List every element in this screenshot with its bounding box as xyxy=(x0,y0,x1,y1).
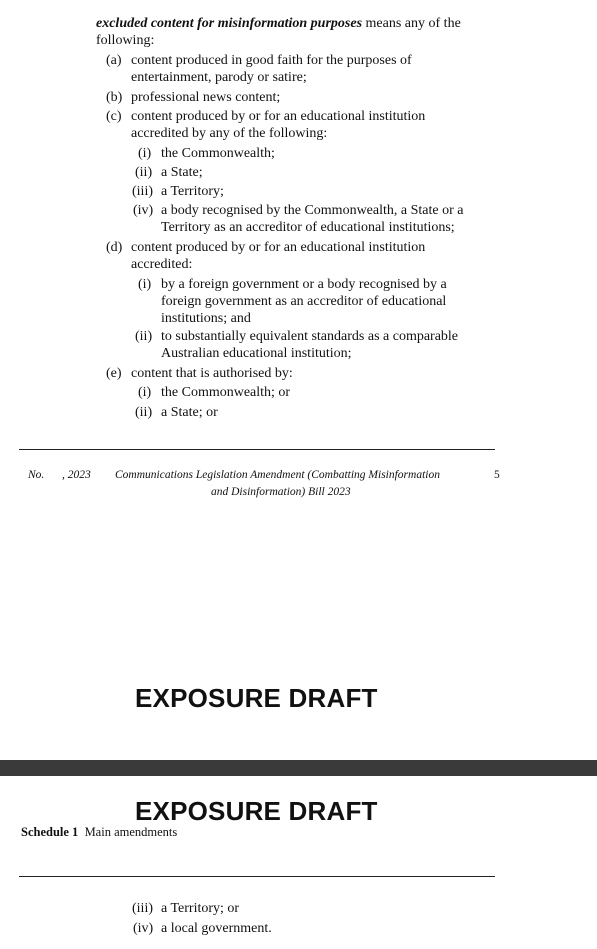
subitem-text: a State; or xyxy=(161,405,218,420)
schedule-title: Main amendments xyxy=(84,825,178,839)
subitem-text: Australian educational institution; xyxy=(161,346,352,361)
footer-title-line2: and Disinformation) Bill 2023 xyxy=(211,486,351,498)
subitem-text: Territory as an accreditor of educational institutions; xyxy=(161,220,455,235)
subitem-text: foreign government as an accreditor of educational xyxy=(161,294,447,309)
subitem-text: institutions; and xyxy=(161,311,251,326)
item-label-b: (b) xyxy=(106,90,123,105)
schedule-label: Schedule 1 xyxy=(21,825,79,839)
item-label-a: (a) xyxy=(106,53,122,68)
subitem-text: the Commonwealth; xyxy=(161,146,275,161)
subitem-text: to substantially equivalent standards as a comparable xyxy=(161,329,459,344)
subitem-label: (iii) xyxy=(132,901,153,916)
cut-off-previous-line xyxy=(96,0,496,6)
item-a-line: entertainment, parody or satire; xyxy=(131,70,307,85)
subitem-text: by a foreign government or a body recognised by a xyxy=(161,277,447,292)
header-rule xyxy=(19,876,495,877)
page-separator xyxy=(0,760,597,776)
item-d-line: accredited: xyxy=(131,257,193,272)
subitem-text: the Commonwealth; or xyxy=(161,385,291,400)
item-label-e: (e) xyxy=(106,366,122,381)
footer-title-line1: Communications Legislation Amendment (Combatting Misinformation xyxy=(115,469,440,481)
document-page-2 xyxy=(0,776,597,949)
item-b-line: professional news content; xyxy=(131,90,281,105)
definition-first-line: excluded content for misinformation purposes means any of the xyxy=(96,16,461,31)
item-e-line: content that is authorised by: xyxy=(131,366,293,381)
item-label-c: (c) xyxy=(106,109,122,124)
subitem-label: (ii) xyxy=(135,329,153,344)
subitem-label: (i) xyxy=(138,385,152,400)
subitem-text: a Territory; or xyxy=(161,901,240,916)
subitem-text: a Territory; xyxy=(161,184,224,199)
footer-number: No. xyxy=(28,469,45,481)
schedule-header xyxy=(21,825,177,840)
exposure-draft-watermark: EXPOSURE DRAFT xyxy=(135,796,378,826)
subitem-label: (iv) xyxy=(133,203,154,218)
footer-rule xyxy=(19,449,495,450)
subitem-text: a State; xyxy=(161,165,203,180)
footer-year: , 2023 xyxy=(62,469,91,481)
subitem-label: (ii) xyxy=(135,165,153,180)
page-number: 5 xyxy=(494,469,500,481)
exposure-draft-watermark: EXPOSURE DRAFT xyxy=(135,683,378,713)
subitem-text: a local government. xyxy=(161,921,272,936)
subitem-label: (iv) xyxy=(133,921,154,936)
item-c-line: accredited by any of the following: xyxy=(131,126,328,141)
defined-term: excluded content for misinformation purposes xyxy=(96,16,363,31)
item-c-line: content produced by or for an educational institution xyxy=(131,109,426,124)
subitem-label: (i) xyxy=(138,277,152,292)
item-a-line: content produced in good faith for the purposes of xyxy=(131,53,412,68)
subitem-label: (iii) xyxy=(132,184,153,199)
subitem-label: (i) xyxy=(138,146,152,161)
subitem-text: a body recognised by the Commonwealth, a State or a xyxy=(161,203,464,218)
definition-text: following: xyxy=(96,33,155,48)
subitem-label: (ii) xyxy=(135,405,153,420)
item-label-d: (d) xyxy=(106,240,123,255)
item-d-line: content produced by or for an educational institution xyxy=(131,240,426,255)
